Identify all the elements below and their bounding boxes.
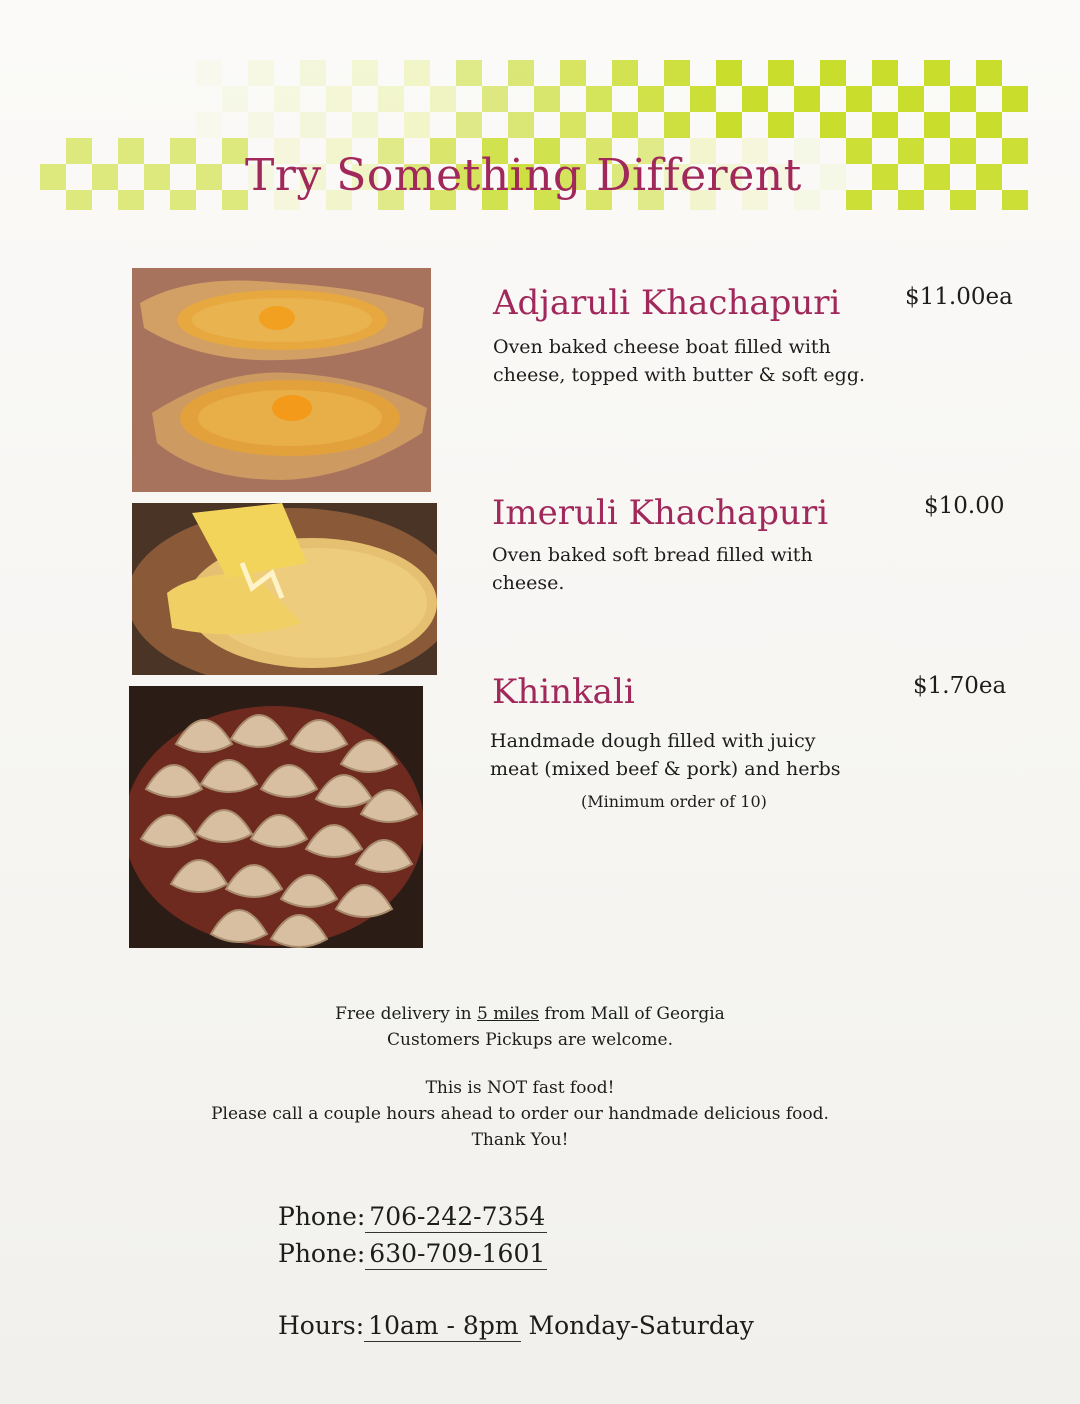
hours-time: 10am - 8pm xyxy=(364,1311,520,1342)
notice-line: Thank You! xyxy=(471,1130,569,1150)
item-price: $10.00 xyxy=(924,493,1005,519)
item-note: (Minimum order of 10) xyxy=(581,792,767,811)
delivery-text-pre: Free delivery in xyxy=(335,1004,478,1024)
item-name: Imeruli Khachapuri xyxy=(492,493,829,533)
delivery-info xyxy=(280,1001,780,1053)
item-description: Oven baked soft bread filled with cheese. xyxy=(492,544,813,594)
pickup-text: Customers Pickups are welcome. xyxy=(387,1030,673,1050)
notice-line: This is NOT fast food! xyxy=(425,1078,615,1098)
delivery-radius: 5 miles xyxy=(477,1004,540,1024)
item-price: $11.00ea xyxy=(905,284,1013,310)
imeruli-khachapuri-photo xyxy=(132,503,437,675)
hours-label: Hours: xyxy=(278,1311,365,1340)
adjaruli-khachapuri-photo xyxy=(132,268,431,492)
phone-label: Phone: xyxy=(278,1202,366,1231)
phone-line-1 xyxy=(278,1202,547,1233)
ordering-notice xyxy=(190,1075,850,1153)
page-title: Try Something Different xyxy=(245,150,802,201)
notice-line: Please call a couple hours ahead to order our handmade delicious food. xyxy=(211,1104,829,1124)
hours-line xyxy=(278,1311,754,1342)
phone-number-2[interactable]: 630-709-1601 xyxy=(365,1239,547,1270)
phone-line-2 xyxy=(278,1239,547,1270)
item-description: Oven baked cheese boat filled with cheese, topped with butter & soft egg. xyxy=(493,336,866,386)
item-name: Adjaruli Khachapuri xyxy=(493,283,841,323)
khinkali-photo xyxy=(129,686,423,948)
phone-number-1[interactable]: 706-242-7354 xyxy=(365,1202,547,1233)
item-name: Khinkali xyxy=(492,672,635,712)
hours-days: Monday-Saturday xyxy=(528,1311,754,1340)
delivery-text-post: from Mall of Georgia xyxy=(539,1004,725,1024)
phone-label: Phone: xyxy=(278,1239,366,1268)
item-description: Handmade dough filled with juicy meat (mixed beef & pork) and herbs xyxy=(490,730,841,780)
item-price: $1.70ea xyxy=(913,673,1007,699)
